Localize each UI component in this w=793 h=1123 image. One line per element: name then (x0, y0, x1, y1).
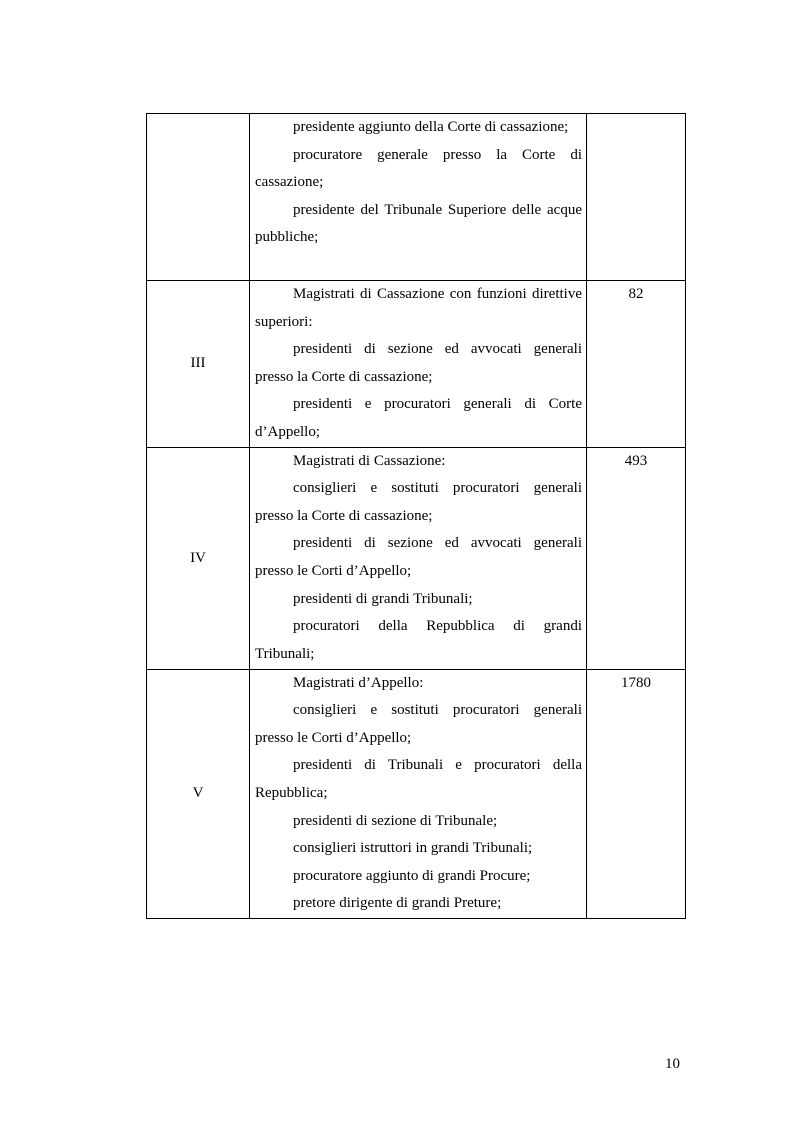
list-item: presidenti di sezione di Tribunale; (293, 812, 498, 829)
list-item: Magistrati di Cassazione con funzioni direttive superiori: (255, 286, 582, 330)
rank-cell (147, 114, 250, 281)
count-cell: 82 (587, 281, 686, 448)
count-cell (587, 114, 686, 281)
list-item: Magistrati di Cassazione: (293, 452, 446, 469)
list-item: procuratore aggiunto di grandi Procure; (293, 867, 531, 884)
list-item: pretore dirigente di grandi Preture; (293, 895, 502, 912)
page-number: 10 (665, 1056, 680, 1072)
list-item: presidenti di sezione ed avvocati generali presso le Corti d’Appello; (255, 535, 582, 579)
table-row (147, 447, 686, 669)
count-cell: 493 (587, 447, 686, 669)
list-item: consiglieri istruttori in grandi Tribunali; (293, 840, 533, 857)
list-item: presidenti di grandi Tribunali; (293, 590, 473, 607)
table-row (147, 281, 686, 448)
description-cell (250, 281, 587, 448)
magistrate-ranks-table (146, 113, 686, 919)
list-item: procuratori della Repubblica di grandi Tribunali; (255, 618, 582, 662)
rank-cell: IV (147, 447, 250, 669)
list-item: presidenti e procuratori generali di Corte d’Appello; (255, 396, 582, 440)
list-item: presidenti di Tribunali e procuratori della Repubblica; (255, 757, 582, 801)
description-cell (250, 114, 587, 281)
list-item: procuratore generale presso la Corte di cassazione; (255, 146, 582, 191)
list-item: presidente aggiunto della Corte di cassazione; (293, 119, 569, 135)
list-item: consiglieri e sostituti procuratori generali presso le Corti d’Appello; (255, 702, 582, 746)
description-cell (250, 447, 587, 669)
description-cell (250, 669, 587, 918)
table-row (147, 669, 686, 918)
rank-cell: V (147, 669, 250, 918)
list-item: Magistrati d’Appello: (293, 674, 424, 691)
list-item: presidenti di sezione ed avvocati generali presso la Corte di cassazione; (255, 341, 582, 385)
list-item: consiglieri e sostituti procuratori generali presso la Corte di cassazione; (255, 480, 582, 524)
count-cell: 1780 (587, 669, 686, 918)
rank-cell: III (147, 281, 250, 448)
table-row (147, 114, 686, 281)
list-item: presidente del Tribunale Superiore delle acque pubbliche; (255, 201, 582, 246)
